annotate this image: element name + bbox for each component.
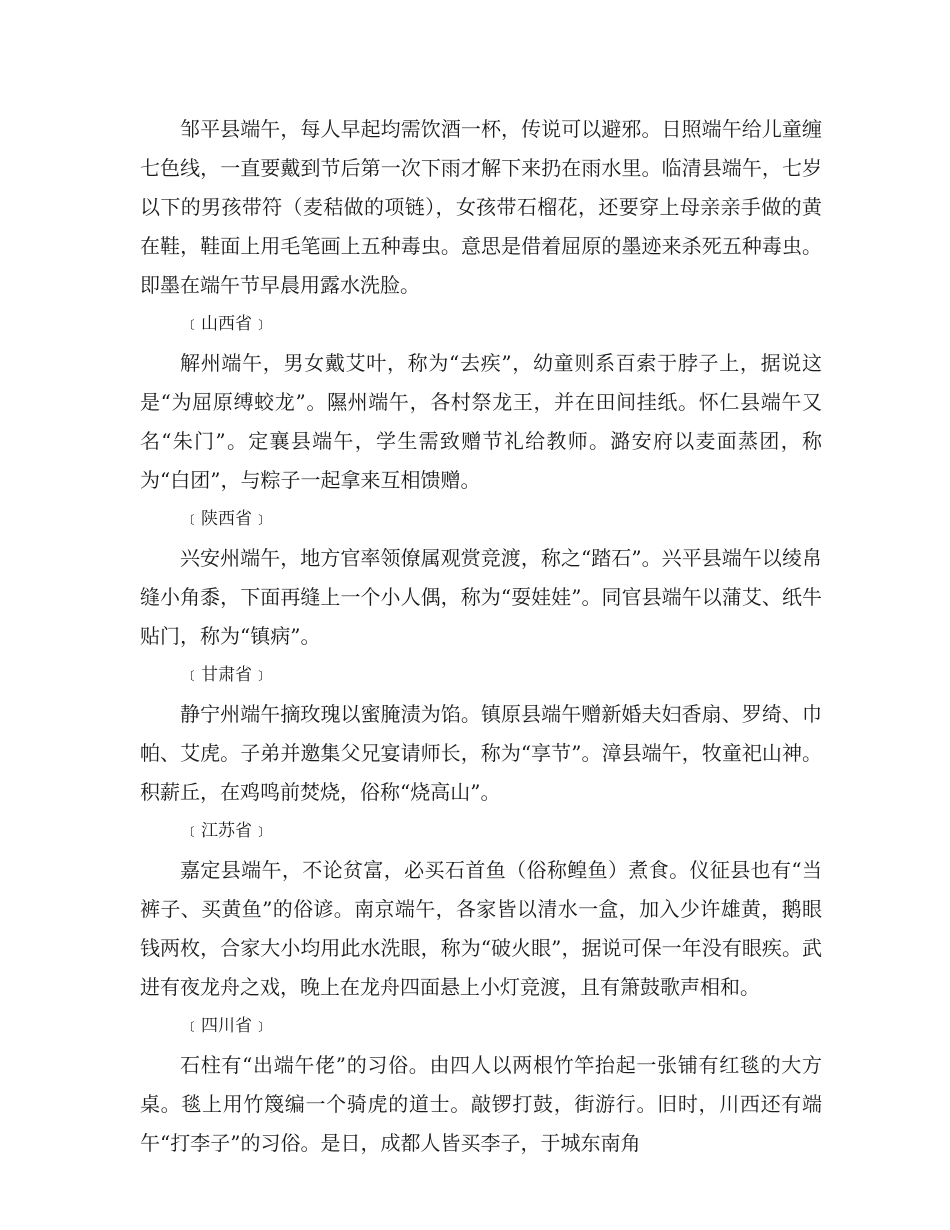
heading-sichuan: ﹝四川省﹞ xyxy=(184,1016,269,1036)
paragraph-gansu: 静宁州端午摘玫瑰以蜜腌渍为馅。镇原县端午赠新婚夫妇香扇、罗绮、巾帕、艾虎。子弟并邀集父兄宴请师长，称为“享节”。漳县端午，牧童祀山神。积薪丘，在鸡鸣前焚烧，俗称“烧高山”。 xyxy=(140,702,822,804)
document-body xyxy=(140,110,822,1163)
heading-jiangsu: ﹝江苏省﹞ xyxy=(184,821,269,841)
paragraph-shanxi: 解州端午，男女戴艾叶，称为“去疾”，幼童则系百索于脖子上，据说这是“为屈原缚蛟龙”。隰州端午，各村祭龙王，并在田间挂纸。怀仁县端午又名“朱门”。定襄县端午，学生需致赠节礼给教师。潞安府以麦面蒸团，称为“白团”，与粽子一起拿来互相馈赠。 xyxy=(140,351,822,492)
paragraph-shaanxi: 兴安州端午，地方官率领僚属观赏竞渡，称之“踏石”。兴平县端午以绫帛缝小角黍，下面再缝上一个小人偶，称为“耍娃娃”。同官县端午以蒲艾、纸牛贴门，称为“镇病”。 xyxy=(140,546,822,648)
heading-shaanxi: ﹝陕西省﹞ xyxy=(184,509,269,529)
paragraph-shandong: 邹平县端午，每人早起均需饮酒一杯，传说可以避邪。日照端午给儿童缠七色线，一直要戴到节后第一次下雨才解下来扔在雨水里。临清县端午，七岁以下的男孩带符（麦秸做的项链），女孩带石榴花，还要穿上母亲亲手做的黄在鞋，鞋面上用毛笔画上五种毒虫。意思是借着屈原的墨迹来杀死五种毒虫。即墨在端午节早晨用露水洗脸。 xyxy=(140,117,822,297)
heading-gansu: ﹝甘肃省﹞ xyxy=(184,665,269,685)
paragraph-jiangsu: 嘉定县端午，不论贫富，必买石首鱼（俗称鳇鱼）煮食。仪征县也有“当裤子、买黄鱼”的俗谚。南京端午，各家皆以清水一盒，加入少许雄黄，鹅眼钱两枚，合家大小均用此水洗眼，称为“破火眼”，据说可保一年没有眼疾。武进有夜龙舟之戏，晚上在龙舟四面悬上小灯竞渡，且有箫鼓歌声相和。 xyxy=(140,858,822,999)
paragraph-sichuan: 石柱有“出端午佬”的习俗。由四人以两根竹竿抬起一张铺有红毯的大方桌。毯上用竹篾编一个骑虎的道士。敲锣打鼓，街游行。旧时，川西还有端午“打李子”的习俗。是日，成都人皆买李子，于城东南角 xyxy=(140,1053,822,1155)
heading-shanxi: ﹝山西省﹞ xyxy=(184,314,269,334)
